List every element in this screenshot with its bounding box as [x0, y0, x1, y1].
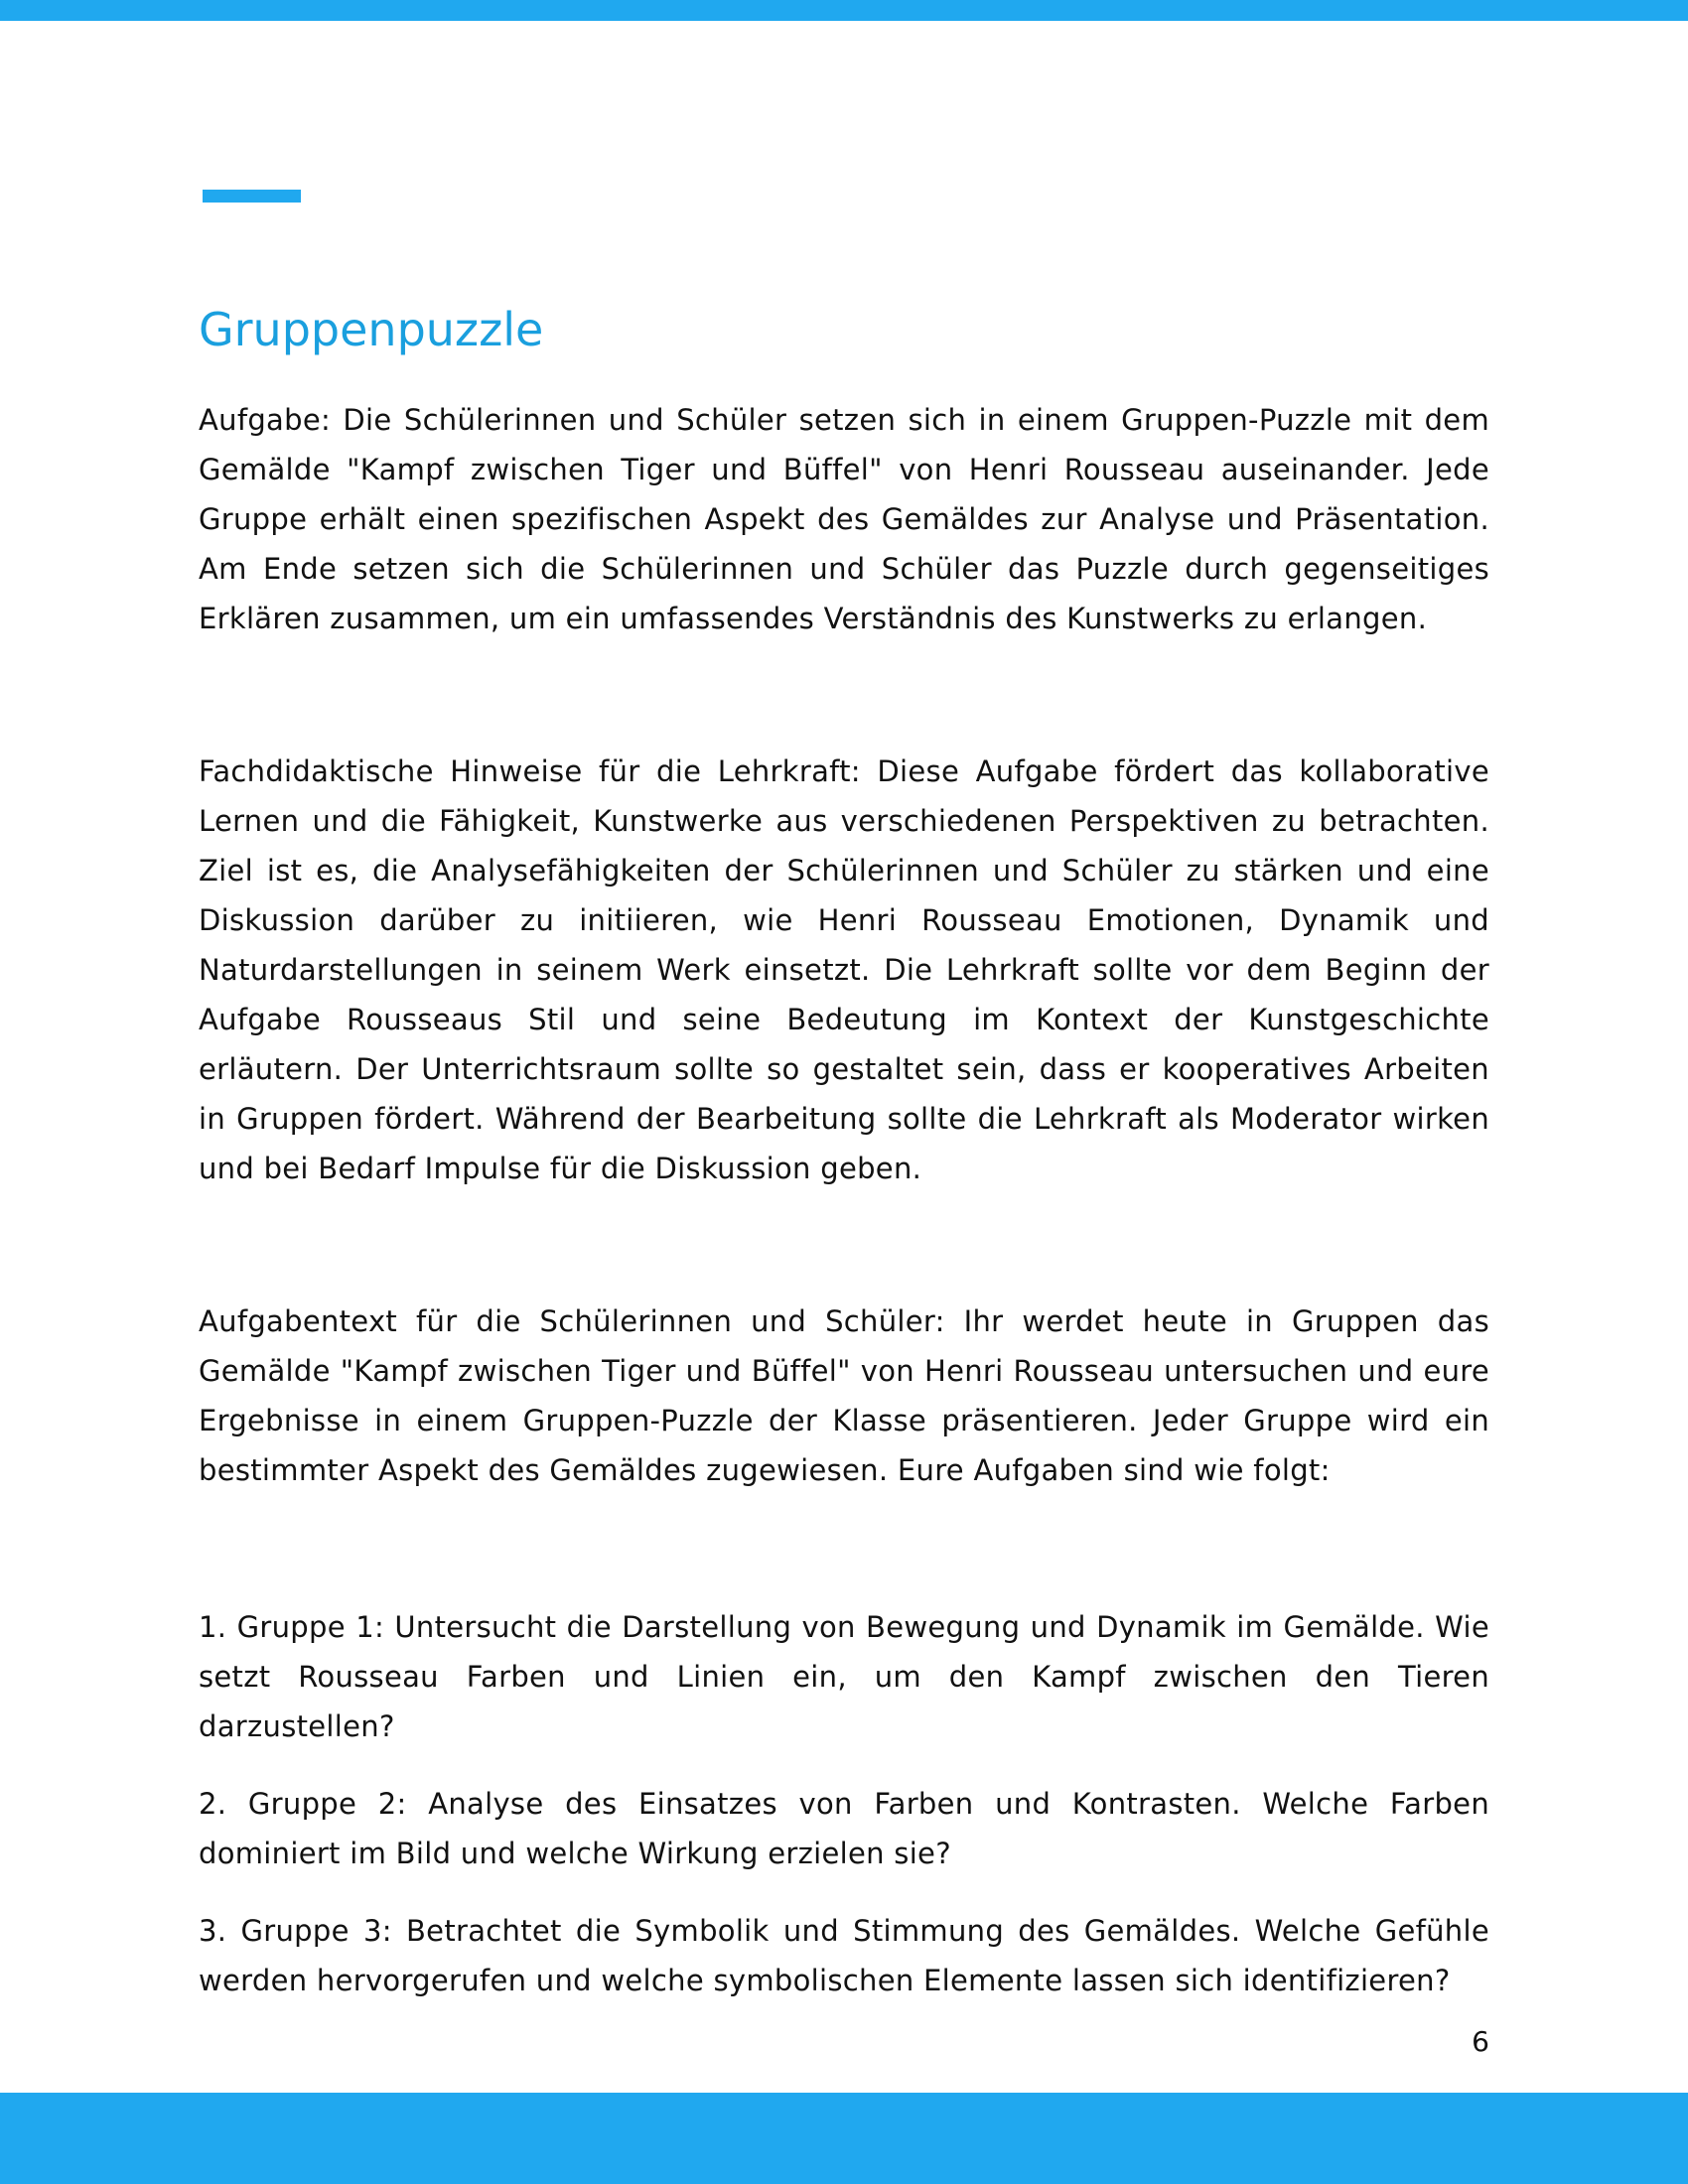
list-item-group-3: 3. Gruppe 3: Betrachtet die Symbolik und Stimmung des Gemäldes. Welche Gefühle werden hervorgerufen und welche symbolischen Elemente lassen sich identifizieren? [199, 1914, 1489, 1997]
bottom-accent-bar [0, 2093, 1688, 2184]
page-content [199, 298, 1489, 2005]
teacher-notes-paragraph: Fachdidaktische Hinweise für die Lehrkraft: Diese Aufgabe fördert das kollaborative Lernen und die Fähigkeit, Kunstwerke aus verschiedenen Perspektiven zu betrachten. Ziel ist es, die Analysefähigkeiten der Schülerinnen und Schüler zu stärken und eine Diskussion darüber zu initiieren, wie Henri Rousseau Emotionen, Dynamik und Naturdarstellungen in seinem Werk einsetzt. Die Lehrkraft sollte vor dem Beginn der Aufgabe Rousseaus Stil und seine Bedeutung im Kontext der Kunstgeschichte erläutern. Der Unterrichtsraum sollte so gestaltet sein, dass er kooperatives Arbeiten in Gruppen fördert. Während der Bearbeitung sollte die Lehrkraft als Moderator wirken und bei Bedarf Impulse für die Diskussion geben. [199, 754, 1489, 1185]
list-item-group-1: 1. Gruppe 1: Untersucht die Darstellung von Bewegung und Dynamik im Gemälde. Wie setzt Rousseau Farben und Linien ein, um den Kampf zwischen den Tieren darzustellen? [199, 1610, 1489, 1743]
list-item-group-2: 2. Gruppe 2: Analyse des Einsatzes von Farben und Kontrasten. Welche Farben dominiert im Bild und welche Wirkung erzielen sie? [199, 1787, 1489, 1870]
student-task-paragraph: Aufgabentext für die Schülerinnen und Schüler: Ihr werdet heute in Gruppen das Gemälde "Kampf zwischen Tiger und Büffel" von Henri Rousseau untersuchen und eure Ergebnisse in einem Gruppen-Puzzle der Klasse präsentieren. Jeder Gruppe wird ein bestimmter Aspekt des Gemäldes zugewiesen. Eure Aufgaben sind wie folgt: [199, 1304, 1489, 1487]
task-paragraph: Aufgabe: Die Schülerinnen und Schüler setzen sich in einem Gruppen-Puzzle mit dem Gemälde "Kampf zwischen Tiger und Büffel" von Henri Rousseau auseinander. Jede Gruppe erhält einen spezifischen Aspekt des Gemäldes zur Analyse und Präsentation. Am Ende setzen sich die Schülerinnen und Schüler das Puzzle durch gegenseitiges Erklären zusammen, um ein umfassendes Verständnis des Kunstwerks zu erlangen. [199, 403, 1489, 635]
heading-accent-dash [203, 190, 301, 203]
page-title: Gruppenpuzzle [199, 303, 544, 356]
page-number: 6 [1472, 2025, 1489, 2058]
top-accent-bar [0, 0, 1688, 21]
